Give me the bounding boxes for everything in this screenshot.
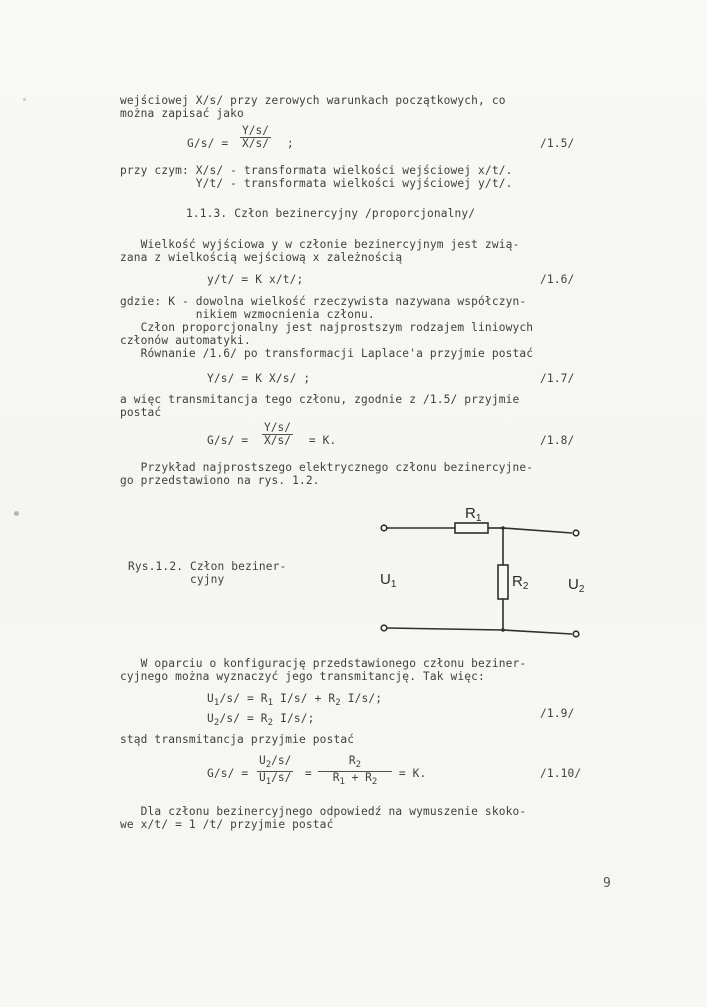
equation-tail: ; [280,137,294,150]
paragraph-line: cyjnego można wyznaczyć jego transmitancję. Tak więc: [120,670,485,683]
intro-line: można zapisać jako [120,107,244,120]
paragraph-line: W oparciu o konfigurację przedstawionego członu beziner- [120,657,527,670]
equation-number: /1.8/ [540,434,575,447]
equals-sign: = [305,767,312,780]
equation-1-7: Y/s/ = K X/s/ ; [207,372,311,385]
equation-tail: = K. [392,767,427,780]
paragraph-line: a więc transmitancja tego członu, zgodnie z /1.5/ przyjmie [120,393,520,406]
u2-label: $U_2$ [568,576,585,595]
paragraph-line: stąd transmitancja przyjmie postać [120,733,355,746]
denominator: X/s/ [242,137,269,150]
equation-number: /1.9/ [540,707,575,720]
paragraph-line: Przykład najprostszego elektrycznego członu bezinercyjne- [120,461,534,474]
intro-line: wejściowej X/s/ przy zerowych warunkach początkowych, co [120,94,506,107]
equation-lhs: G/s/ = [187,137,236,150]
equation-lhs: G/s/ = [207,767,249,780]
equation-number: /1.10/ [540,767,582,780]
paragraph-line: Wielkość wyjściowa y w członie bezinercyjnym jest zwią- [120,238,520,251]
equation-line: $U_1/s/ = R_1$ $I/s/ + R_2$ I/s/; [207,692,383,708]
paragraph-line: postać [120,406,162,419]
numerator: Y/s/ [242,124,269,137]
paragraph-line: Równanie /1.6/ po transformacji Laplace'a przyjmie postać [120,347,534,360]
denominator: $U_1/s/$ [259,771,292,787]
figure-caption: Rys.1.2. Człon beziner- [128,560,287,573]
fraction [318,755,392,788]
r2-label: $R_2$ [512,573,529,592]
paragraph-line: zana z wielkością wejściową x zależnością [120,251,403,264]
equation-line: $U_2/s/ = R_2$ I/s/; [207,712,315,728]
equation-number: /1.5/ [540,137,575,150]
r1-label: $R_1$ [465,505,482,524]
equation-number: /1.6/ [540,273,575,286]
section-heading: 1.1.3. Człon bezinercyjny /proporcjonalny/ [186,207,476,220]
paragraph-line: Dla członu bezinercyjnego odpowiedź na wymuszenie skoko- [120,805,527,818]
definition-line: przy czym: X/s/ - transformata wielkości wejściowej x/t/. [120,164,513,177]
numerator: $U_2/s/$ [259,754,292,770]
u1-label: $U_1$ [380,571,397,590]
figure-caption: cyjny [128,573,225,586]
definition-line: Y/t/ - transformata wielkości wyjściowej y/t/. [120,177,513,190]
fraction [257,755,293,788]
paragraph-line: członów automatyki. [120,334,251,347]
paragraph-line: Człon proporcjonalny jest najprostszym rodzajem liniowych [120,321,534,334]
denominator: X/s/ [264,434,291,447]
equation-number: /1.7/ [540,372,575,385]
definition-line: gdzie: K - dowolna wielkość rzeczywista nazywana współczyn- [120,295,527,308]
equation-1-6: y/t/ = K x/t/; [207,273,304,286]
definition-line: nikiem wzmocnienia członu. [120,308,375,321]
numerator: $R_2$ [318,755,392,772]
equation-tail: = K. [302,434,337,447]
page-number: 9 [603,876,611,891]
paragraph-line: go przedstawiono na rys. 1.2. [120,474,320,487]
paragraph-line: we x/t/ = 1 /t/ przyjmie postać [120,818,334,831]
denominator: $R_1 + R_2$ [332,771,378,787]
equation-lhs: G/s/ = [207,434,256,447]
numerator: Y/s/ [264,421,291,434]
